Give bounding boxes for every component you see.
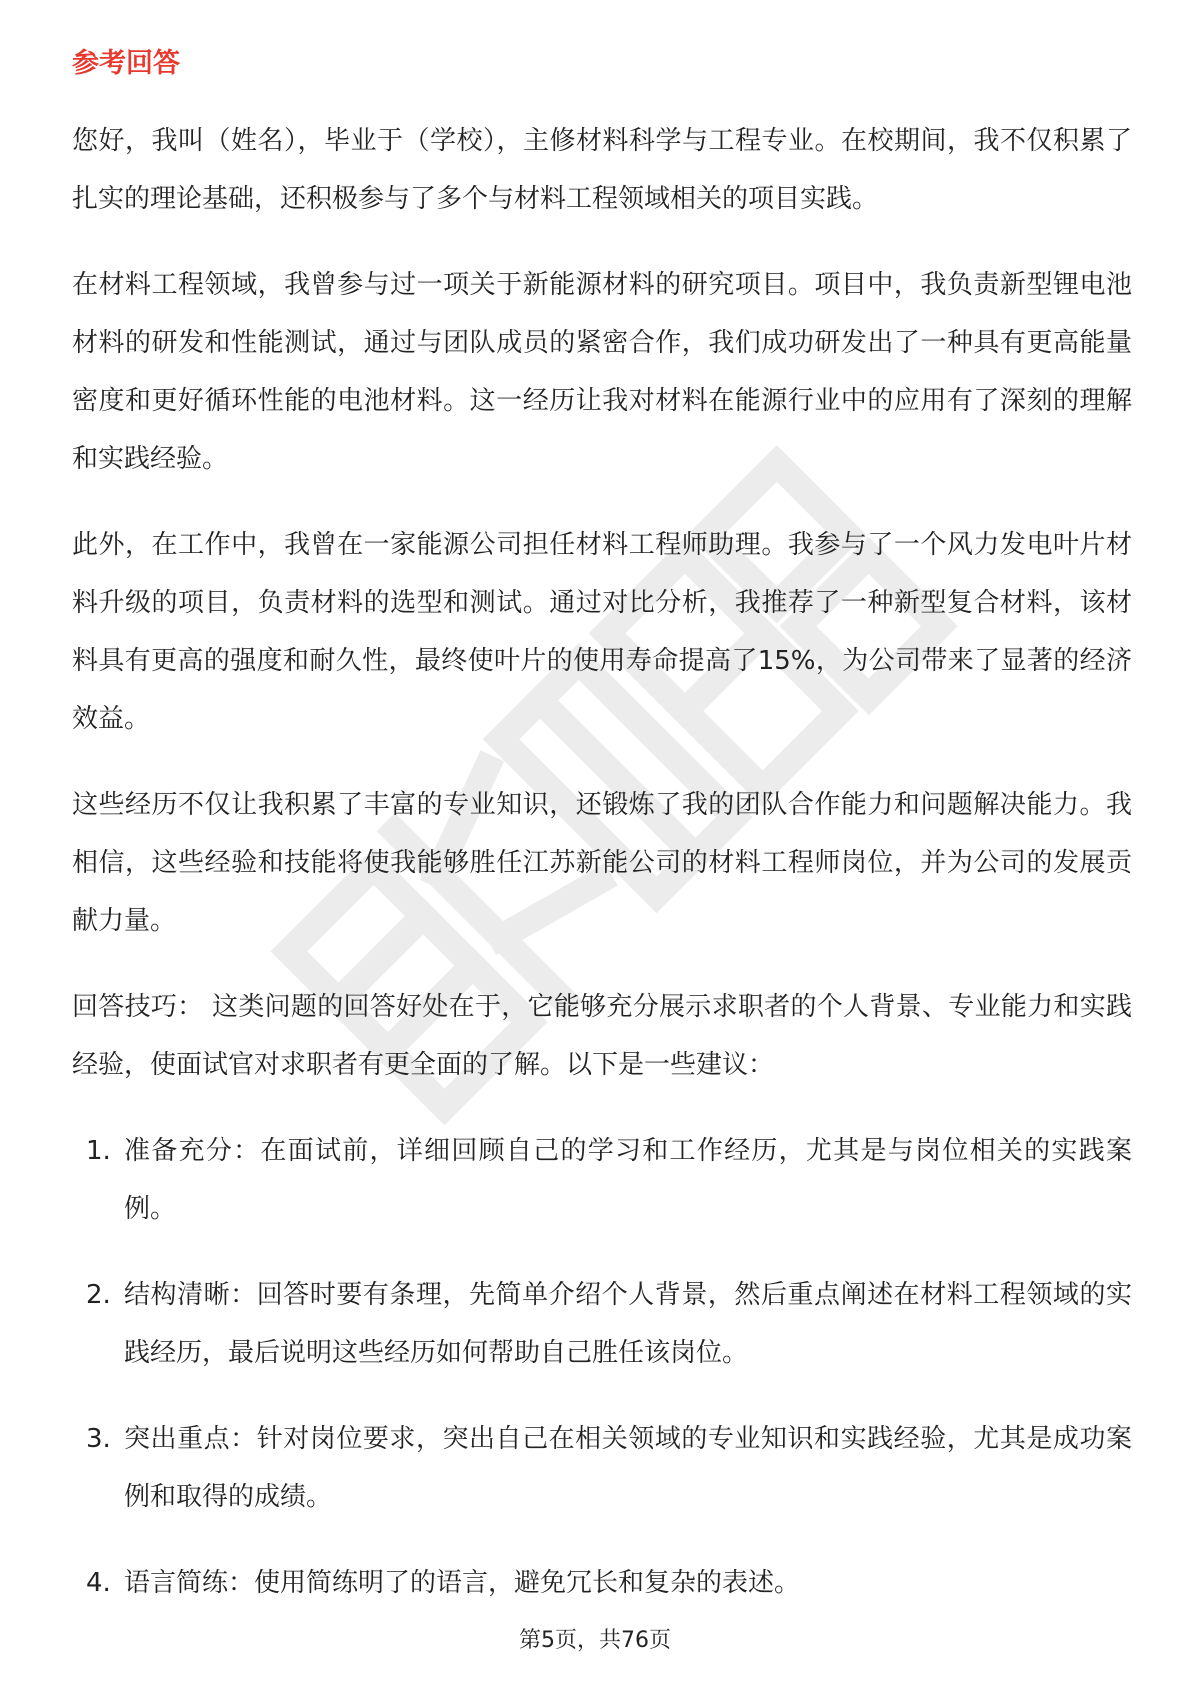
paragraph-intro: 您好，我叫（姓名），毕业于（学校），主修材料科学与工程专业。在校期间，我不仅积累了扎实的理论基础，还积极参与了多个与材料工程领域相关的项目实践。 <box>72 126 1132 214</box>
list-item <box>72 1554 1132 1612</box>
list-text: 结构清晰：回答时要有条理，先简单介绍个人背景，然后重点阐述在材料工程领域的实践经历，最后说明这些经历如何帮助自己胜任该岗位。 <box>124 1280 1132 1368</box>
list-text: 准备充分：在面试前，详细回顾自己的学习和工作经历，尤其是与岗位相关的实践案例。 <box>124 1136 1132 1224</box>
list-item <box>72 1122 1132 1238</box>
list-number: 4. <box>86 1568 111 1598</box>
list-item <box>72 1410 1132 1526</box>
paragraph-project: 在材料工程领域，我曾参与过一项关于新能源材料的研究项目。项目中，我负责新型锂电池材料的研发和性能测试，通过与团队成员的紧密合作，我们成功研发出了一种具有更高能量密度和更好循环性能的电池材料。这一经历让我对材料在能源行业中的应用有了深刻的理解和实践经验。 <box>72 270 1132 474</box>
list-number: 1. <box>86 1136 111 1166</box>
section-heading: 参考回答 <box>72 48 180 79</box>
list-text: 语言简练：使用简练明了的语言，避免冗长和复杂的表述。 <box>124 1568 801 1598</box>
paragraph-work: 此外，在工作中，我曾在一家能源公司担任材料工程师助理。我参与了一个风力发电叶片材料升级的项目，负责材料的选型和测试。通过对比分析，我推荐了一种新型复合材料，该材料具有更高的强度和耐久性，最终使叶片的使用寿命提高了15%，为公司带来了显著的经济效益。 <box>72 530 1132 734</box>
list-number: 3. <box>86 1424 111 1454</box>
list-text: 突出重点：针对岗位要求，突出自己在相关领域的专业知识和实践经验，尤其是成功案例和取得的成绩。 <box>124 1424 1132 1512</box>
list-item <box>72 1266 1132 1382</box>
page-footer: 第5页，共76页 <box>519 1628 671 1653</box>
main-content <box>72 44 1132 1640</box>
paragraph-summary: 这些经历不仅让我积累了丰富的专业知识，还锻炼了我的团队合作能力和问题解决能力。我相信，这些经验和技能将使我能够胜任江苏新能公司的材料工程师岗位，并为公司的发展贡献力量。 <box>72 790 1132 936</box>
answer-tips: 回答技巧： 这类问题的回答好处在于，它能够充分展示求职者的个人背景、专业能力和实践经验，使面试官对求职者有更全面的了解。以下是一些建议： <box>72 992 1132 1080</box>
tips-list <box>72 1122 1132 1612</box>
list-number: 2. <box>86 1280 111 1310</box>
